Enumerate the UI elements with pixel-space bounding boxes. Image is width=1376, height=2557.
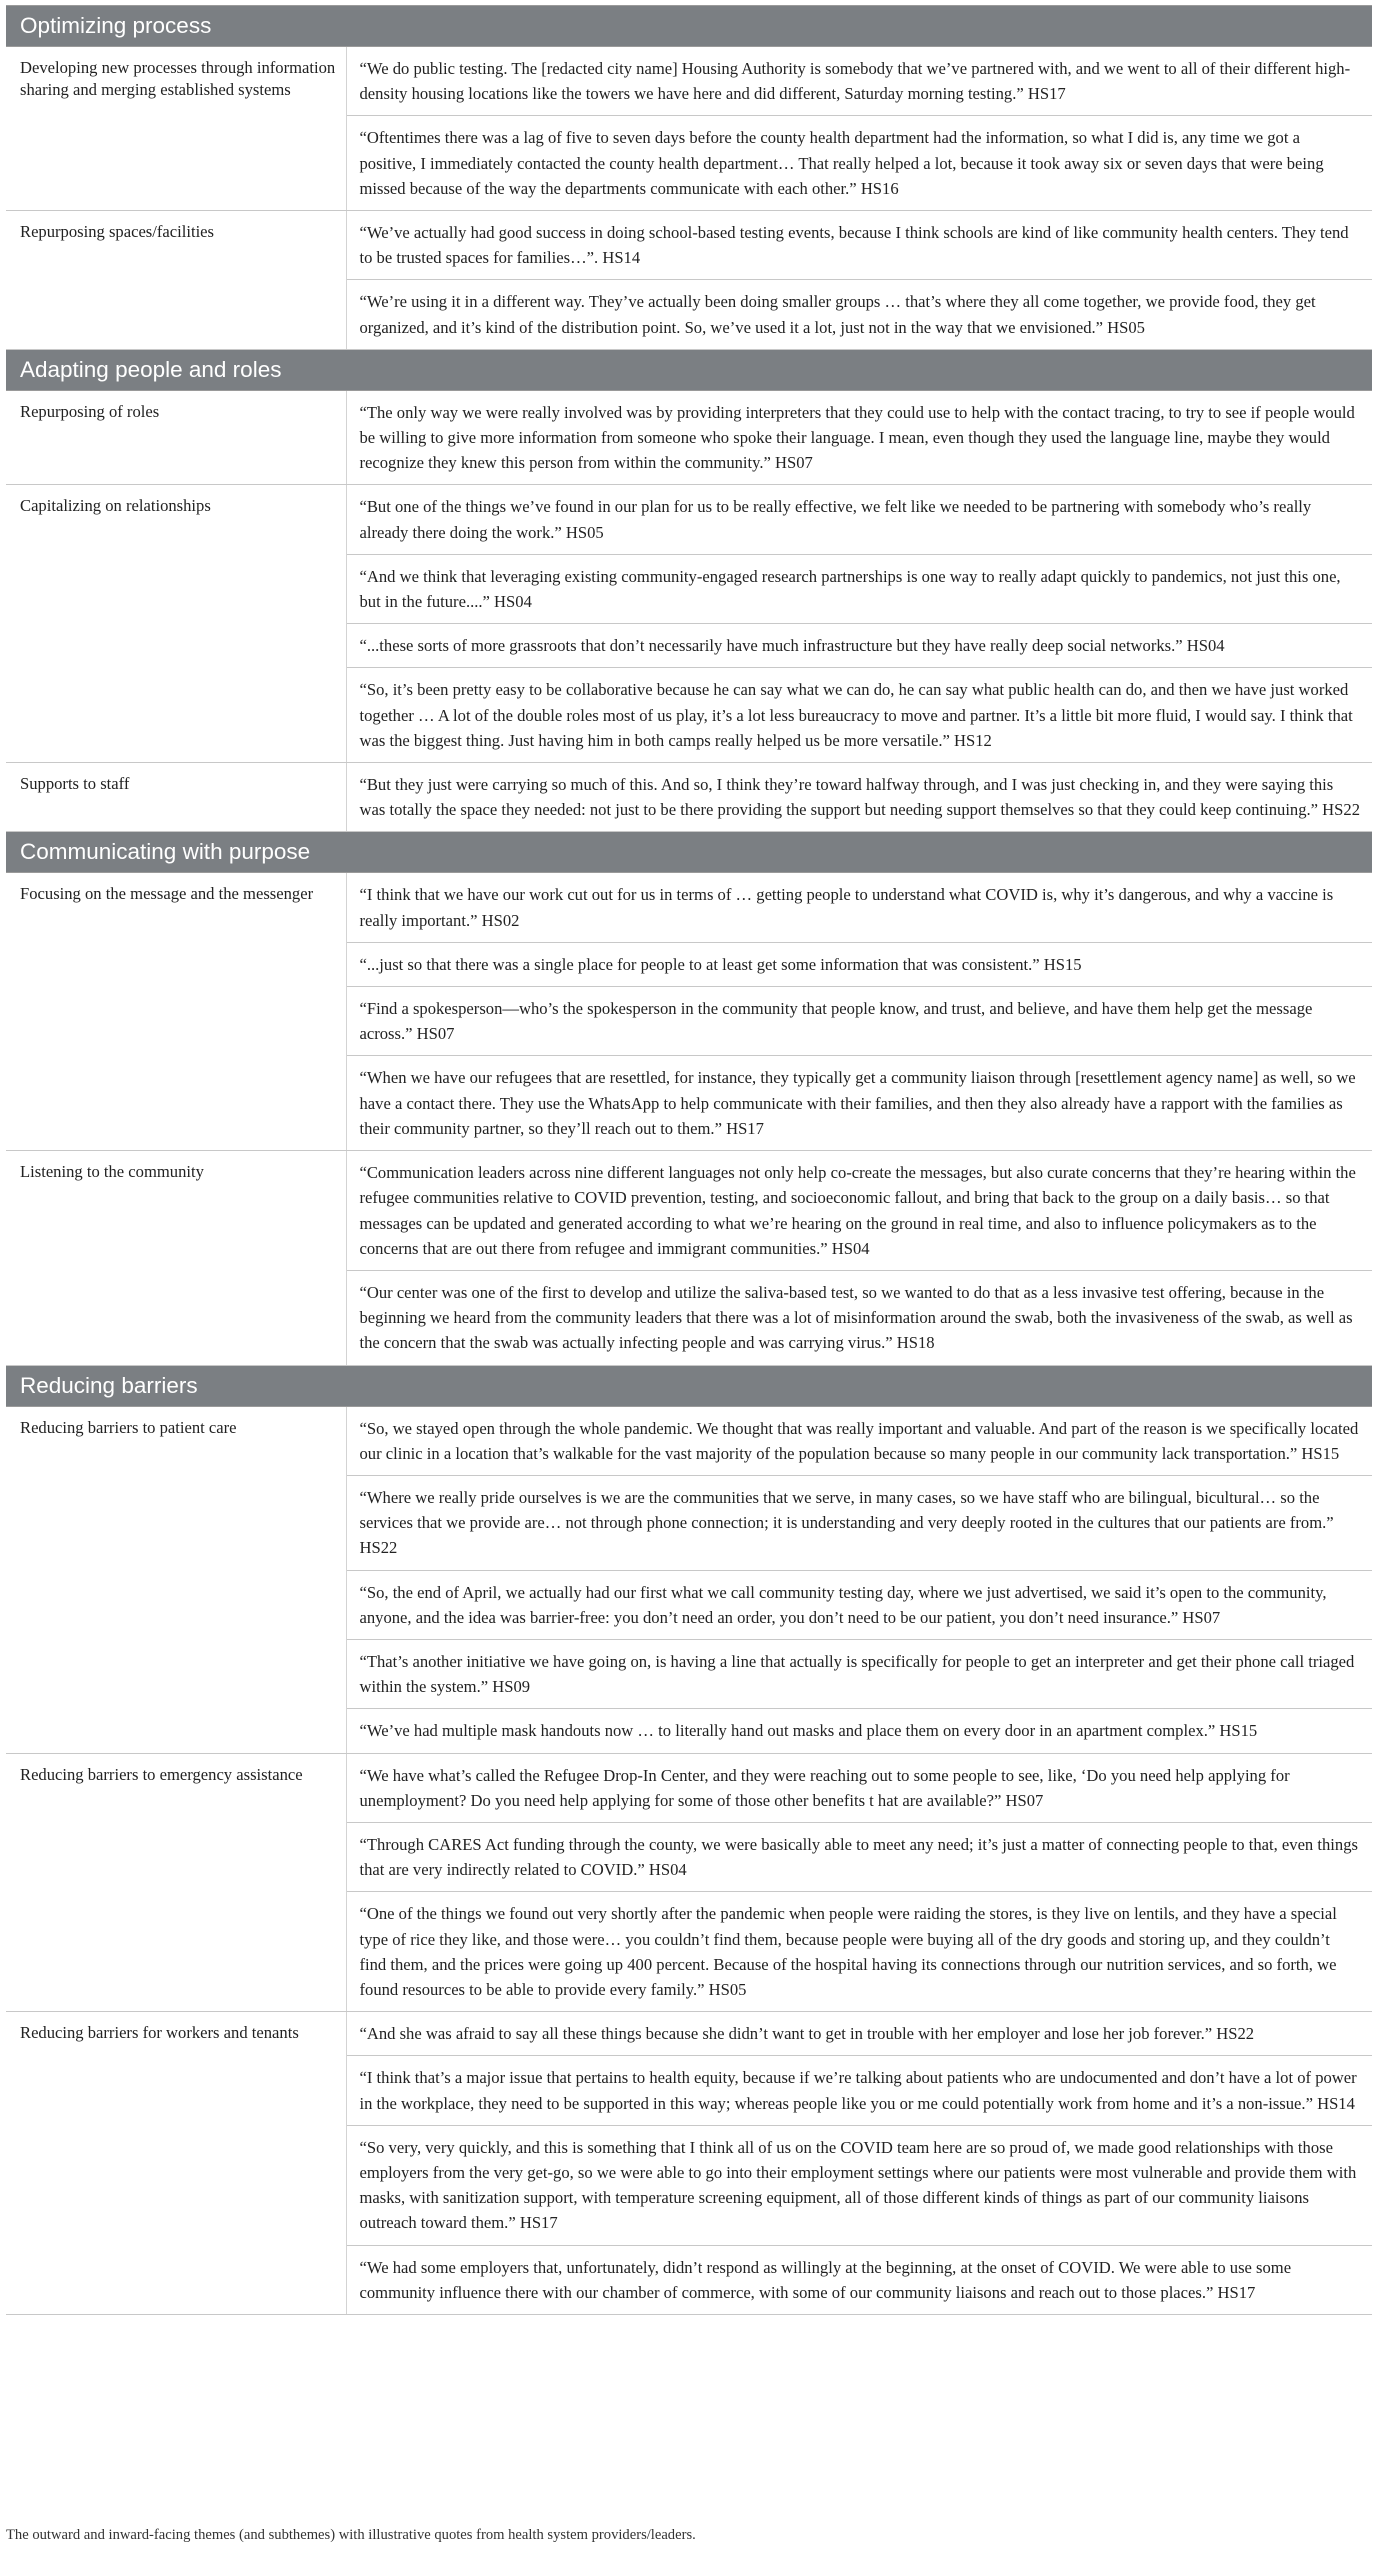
section-header-row [6, 832, 1372, 873]
table-row [6, 390, 1372, 485]
quote-cell: “We’ve actually had good success in doing school-based testing events, because I think schools are kind of like community health centers. They tend to be trusted spaces for families…”. HS14 [346, 211, 1372, 280]
quote-cell: “One of the things we found out very shortly after the pandemic when people were raiding the stores, is they live on lentils, and they have a special type of rice they like, and those were… you couldn’t find them, because people were buying all of the dry goods and storing up, and they couldn’t find them, and the prices were going up 400 percent. Because of the hospital having its connections through our nutrition services, and so forth, we found resources to be able to provide every family.” HS05 [346, 1892, 1372, 2012]
themes-table [6, 5, 1372, 2315]
table-row [6, 485, 1372, 554]
subtheme-cell: Repurposing of roles [6, 390, 346, 485]
table-row [6, 873, 1372, 942]
table-row [6, 1151, 1372, 1271]
quote-cell: “Where we really pride ourselves is we are the communities that we serve, in many cases, so we have staff who are bilingual, bicultural… so the services that we provide are… not through phone connection; it is understanding and very deeply rooted in the cultures that our patients are from.” HS22 [346, 1475, 1372, 1570]
subtheme-cell: Repurposing spaces/facilities [6, 211, 346, 350]
quote-cell: “But one of the things we’ve found in our plan for us to be really effective, we felt like we needed to be partnering with somebody who’s really already there doing the work.” HS05 [346, 485, 1372, 554]
table-row [6, 2012, 1372, 2056]
section-title: Adapting people and roles [6, 349, 1372, 390]
subtheme-cell: Developing new processes through information sharing and merging established systems [6, 47, 346, 211]
subtheme-cell: Listening to the community [6, 1151, 346, 1365]
quote-cell: “Oftentimes there was a lag of five to seven days before the county health department had the information, so what I did is, any time we got a positive, I immediately contacted the county health department… That really helped a lot, because it took away six or seven days that were being missed because of the way the departments communicate with each other.” HS16 [346, 116, 1372, 211]
quote-cell: “So very, very quickly, and this is something that I think all of us on the COVID team here are so proud of, we made good relationships with those employers from the very get-go, so we were able to go into their employment settings where our patients were most vulnerable and provide them with masks, with sanitization support, with temperature screening equipment, all of those different kinds of things as part of our community liaisons outreach toward them.” HS17 [346, 2125, 1372, 2245]
quote-cell: “...just so that there was a single place for people to at least get some information that was consistent.” HS15 [346, 942, 1372, 986]
quote-cell: “We’ve had multiple mask handouts now … to literally hand out masks and place them on every door in an apartment complex.” HS15 [346, 1709, 1372, 1753]
quote-cell: “And we think that leveraging existing community-engaged research partnerships is one way to really adapt quickly to pandemics, not just this one, but in the future....” HS04 [346, 554, 1372, 623]
quote-cell: “So, the end of April, we actually had our first what we call community testing day, where we just advertised, we said it’s open to the community, anyone, and the idea was barrier-free: you don’t need an order, you don’t need to be our patient, you don’t need insurance.” HS07 [346, 1570, 1372, 1639]
subtheme-cell: Reducing barriers to emergency assistance [6, 1753, 346, 2012]
themes-table-body [6, 6, 1372, 2315]
section-header-row [6, 349, 1372, 390]
subtheme-cell: Reducing barriers to patient care [6, 1406, 346, 1753]
quote-cell: “We have what’s called the Refugee Drop-In Center, and they were reaching out to some people to see, like, ‘Do you need help applying for unemployment? Do you need help applying for some of those other benefits t hat are available?” HS07 [346, 1753, 1372, 1822]
quote-cell: “Through CARES Act funding through the county, we were basically able to meet any need; it’s just a matter of connecting people to that, even things that are very indirectly related to COVID.” HS04 [346, 1822, 1372, 1891]
quote-cell: “I think that’s a major issue that pertains to health equity, because if we’re talking about patients who are undocumented and don’t have a lot of power in the workplace, they need to be supported in this way; whereas people like you or me could potentially work from home and it’s a non-issue.” HS14 [346, 2056, 1372, 2125]
quote-cell: “But they just were carrying so much of this. And so, I think they’re toward halfway through, and I was just checking in, and they were saying this was totally the space they needed: not just to be there providing the support but needing support themselves so that they could keep continuing.” HS22 [346, 763, 1372, 832]
table-row [6, 1406, 1372, 1475]
quote-cell: “That’s another initiative we have going on, is having a line that actually is specifically for people to get an interpreter and get their phone call triaged within the system.” HS09 [346, 1639, 1372, 1708]
table-row [6, 1753, 1372, 1822]
section-header-row [6, 6, 1372, 47]
quote-cell: “The only way we were really involved was by providing interpreters that they could use to help with the contact tracing, to try to see if people would be willing to give more information from someone who spoke their language. I mean, even though they used the language line, maybe they would recognize they knew this person from within the community.” HS07 [346, 390, 1372, 485]
quote-cell: “I think that we have our work cut out for us in terms of … getting people to understand what COVID is, why it’s dangerous, and why a vaccine is really important.” HS02 [346, 873, 1372, 942]
quote-cell: “...these sorts of more grassroots that don’t necessarily have much infrastructure but they have really deep social networks.” HS04 [346, 624, 1372, 668]
quote-cell: “When we have our refugees that are resettled, for instance, they typically get a community liaison through [resettlement agency name] as well, so we have a contact there. They use the WhatsApp to help communicate with their families, and then they also already have a rapport with the families as their community partner, so they’ll reach out to them.” HS17 [346, 1056, 1372, 1151]
table-row [6, 211, 1372, 280]
quote-cell: “So, it’s been pretty easy to be collaborative because he can say what we can do, he can say what public health can do, and then we have just worked together … A lot of the double roles most of us play, it’s a lot less bureaucracy to move and partner. It’s a little bit more fluid, I would say. I think that was the biggest thing. Just having him in both camps really helped us be more versatile.” HS12 [346, 668, 1372, 763]
section-header-row [6, 1365, 1372, 1406]
table-row [6, 763, 1372, 832]
subtheme-cell: Capitalizing on relationships [6, 485, 346, 763]
quote-cell: “Communication leaders across nine different languages not only help co-create the messages, but also curate concerns that they’re hearing within the refugee communities relative to COVID prevention, testing, and socioeconomic fallout, and bring that back to the group on a daily basis… so that messages can be updated and generated according to what we’re hearing on the ground in real time, and also to influence policymakers as to the concerns that are out there from refugee and immigrant communities.” HS04 [346, 1151, 1372, 1271]
quote-cell: “We had some employers that, unfortunately, didn’t respond as willingly at the beginning, at the onset of COVID. We were able to use some community influence there with our chamber of commerce, with some of our community liaisons and reach out to those places.” HS17 [346, 2245, 1372, 2314]
table-row [6, 47, 1372, 116]
quote-cell: “So, we stayed open through the whole pandemic. We thought that was really important and valuable. And part of the reason is we specifically located our clinic in a location that’s walkable for the vast majority of the population because so many people in our community lack transportation.” HS15 [346, 1406, 1372, 1475]
quote-cell: “We do public testing. The [redacted city name] Housing Authority is somebody that we’ve partnered with, and we went to all of their different high-density housing locations like the towers we have here and did different, Saturday morning testing.” HS17 [346, 47, 1372, 116]
section-title: Communicating with purpose [6, 832, 1372, 873]
quote-cell: “Find a spokesperson—who’s the spokesperson in the community that people know, and trust, and believe, and have them help get the message across.” HS07 [346, 987, 1372, 1056]
quote-cell: “And she was afraid to say all these things because she didn’t want to get in trouble with her employer and lose her job forever.” HS22 [346, 2012, 1372, 2056]
quote-cell: “We’re using it in a different way. They’ve actually been doing smaller groups … that’s where they all come together, we provide food, they get organized, and it’s kind of the distribution point. So, we’ve used it a lot, just not in the way that we envisioned.” HS05 [346, 280, 1372, 349]
subtheme-cell: Reducing barriers for workers and tenants [6, 2012, 346, 2315]
subtheme-cell: Supports to staff [6, 763, 346, 832]
section-title: Reducing barriers [6, 1365, 1372, 1406]
subtheme-cell: Focusing on the message and the messenger [6, 873, 346, 1151]
table-caption: The outward and inward-facing themes (and subthemes) with illustrative quotes from health system providers/leaders. [6, 2527, 696, 2543]
quote-cell: “Our center was one of the first to develop and utilize the saliva-based test, so we wanted to do that as a less invasive test offering, because in the beginning we heard from the community leaders that there was a lot of misinformation around the swab, both the invasiveness of the swab, as well as the concern that the swab was actually infecting people and was carrying virus.” HS18 [346, 1270, 1372, 1365]
section-title: Optimizing process [6, 6, 1372, 47]
